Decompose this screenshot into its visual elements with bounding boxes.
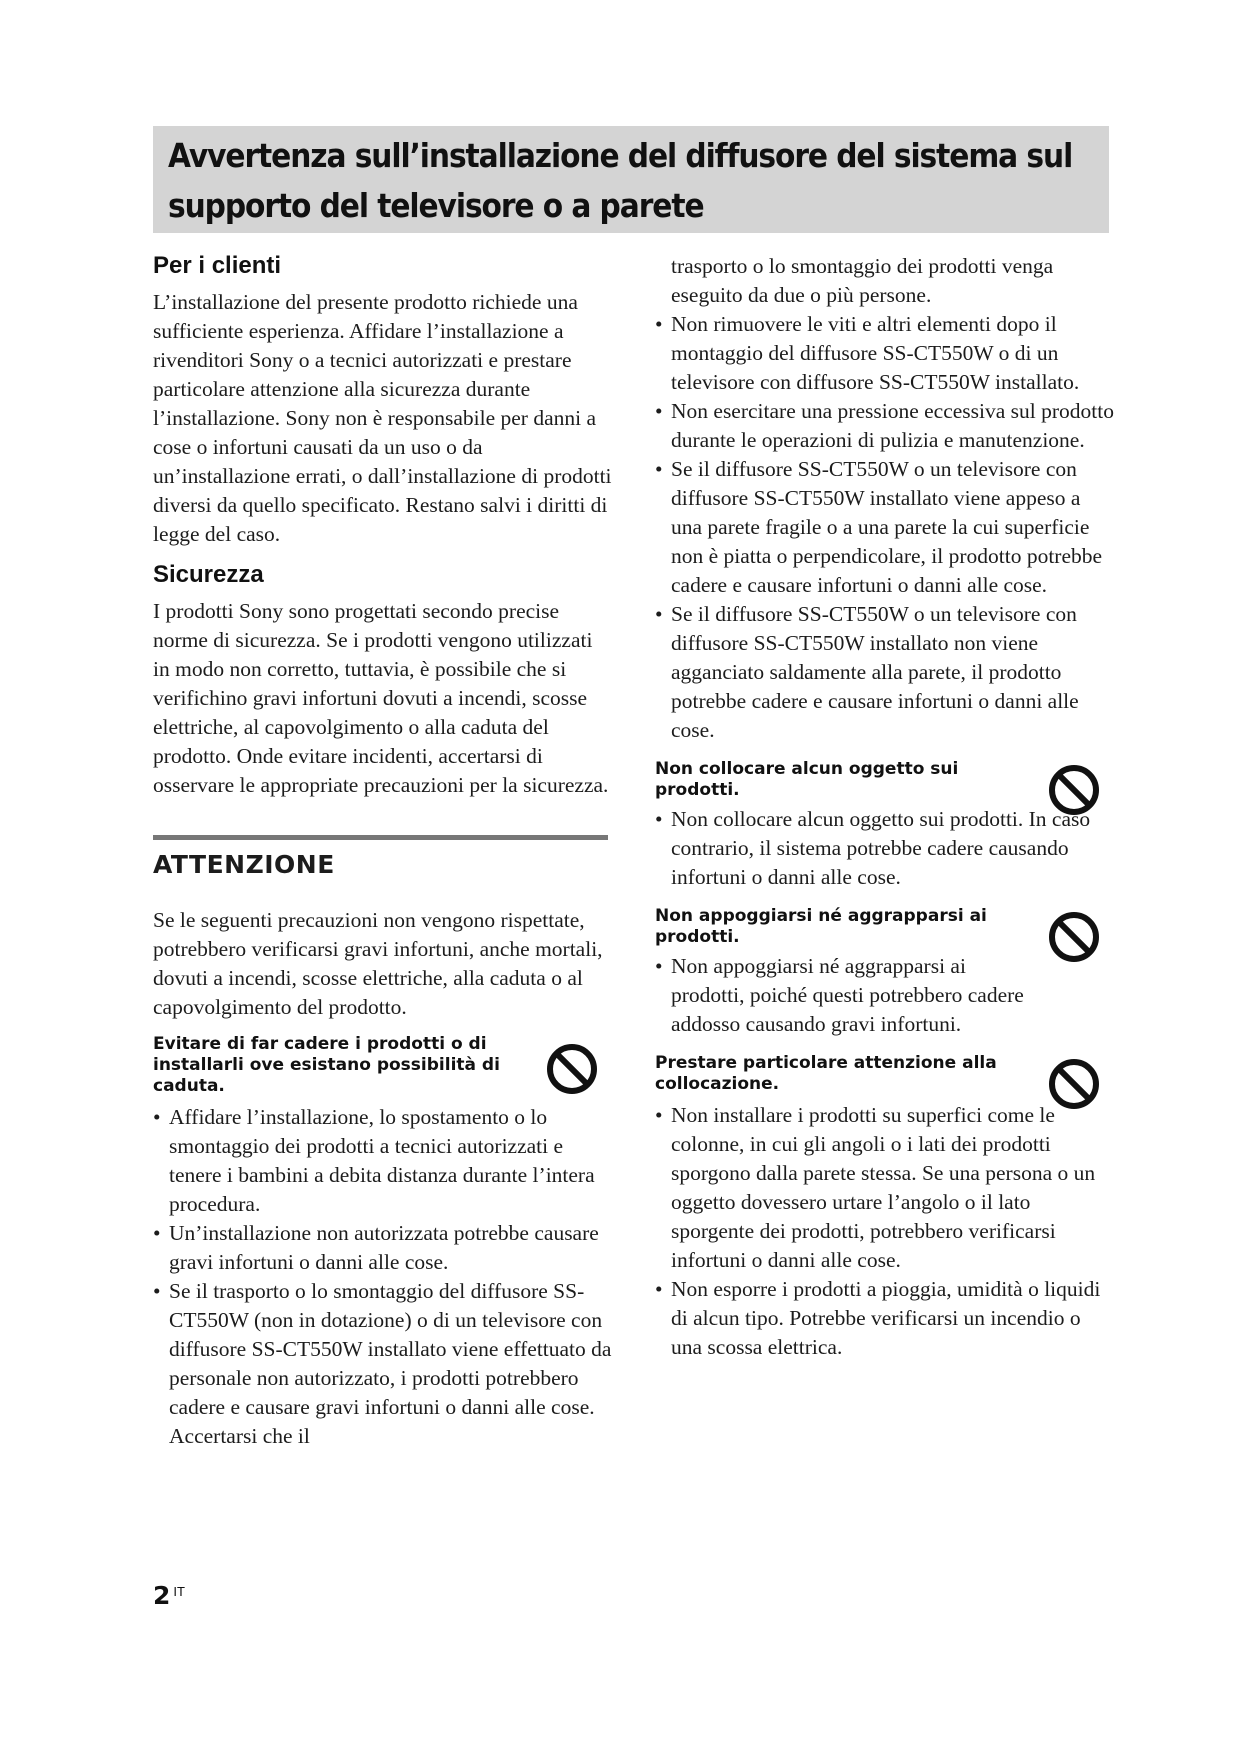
page-footer (153, 1581, 185, 1610)
title-line-2: supporto del televisore o a parete (168, 186, 704, 225)
evitare-subhead: Evitare di far cadere i prodotti o di installarli ove esistano possibilità di caduta. (153, 1034, 500, 1096)
section-heading-sicurezza: Sicurezza (153, 561, 264, 588)
page-number: 2 (153, 1581, 171, 1610)
right-column (655, 252, 1115, 1362)
list-item: • Non esercitare una pressione eccessiva sul prodotto durante le operazioni di pulizia e manutenzione. (655, 397, 1115, 455)
language-code: IT (173, 1584, 185, 1599)
list-item: • Se il trasporto o lo smontaggio del diffusore SS-CT550W (non in dotazione) o di un televisore con diffusore SS-CT550W installato viene effettuato da personale non autorizzato, i prodotti potrebbero cadere e causare gravi infortuni o danni alle cose. Accertarsi che il (153, 1277, 613, 1451)
precautions-list (655, 310, 1115, 745)
appoggiarsi-list (655, 952, 1035, 1039)
section-heading-attenzione: ATTENZIONE (153, 850, 335, 879)
page-title (168, 131, 1104, 231)
title-banner (153, 126, 1109, 233)
collocare-block (655, 759, 1115, 801)
appoggiarsi-block (655, 906, 1115, 948)
prestare-subhead: Prestare particolare attenzione alla collocazione. (655, 1053, 997, 1094)
list-item: • Non rimuovere le viti e altri elementi dopo il montaggio del diffusore SS-CT550W o di un televisore con diffusore SS-CT550W installato. (655, 310, 1115, 397)
attenzione-paragraph: Se le seguenti precauzioni non vengono rispettate, potrebbero verificarsi gravi infortuni, anche mortali, dovuti a incendi, scosse elettriche, alla caduta o al capovolgimento del prodotto. (153, 908, 603, 1019)
prohibition-icon (545, 1042, 599, 1096)
list-item: • Se il diffusore SS-CT550W o un televisore con diffusore SS-CT550W installato non viene agganciato saldamente alla parete, il prodotto potrebbe cadere e causare infortuni o danni alle cose. (655, 600, 1115, 745)
list-item: • Non installare i prodotti su superfici come le colonne, in cui gli angoli o i lati dei prodotti sporgono dalla parete stessa. Se una persona o un oggetto dovessero urtare l’angolo o il lato sporgente dei prodotti, potrebbero verificarsi infortuni o danni alle cose. (655, 1101, 1115, 1275)
list-item: • Affidare l’installazione, lo spostamento o lo smontaggio dei prodotti a tecnici autorizzati e tenere i bambini a debita distanza durante l’intera procedura. (153, 1103, 613, 1219)
prestare-block (655, 1053, 1115, 1095)
evitare-block (153, 1034, 613, 1097)
collocare-list (655, 805, 1115, 892)
clienti-paragraph: L’installazione del presente prodotto richiede una sufficiente esperienza. Affidare l’installazione a rivenditori Sony o a tecnici autorizzati e prestare particolare attenzione alla sicurezza durante l’installazione. Sony non è responsabile per danni a cose o infortuni causati da un uso o da un’installazione errati, o dall’installazione di prodotti diversi da quello specificato. Restano salvi i diritti di legge del caso. (153, 290, 612, 546)
sicurezza-paragraph: I prodotti Sony sono progettati secondo precise norme di sicurezza. Se i prodotti vengono utilizzati in modo non corretto, tuttavia, è possibile che si verifichino gravi infortuni dovuti a incendi, scosse elettriche, al capovolgimento o alla caduta del prodotto. Onde evitare incidenti, accertarsi di osservare le appropriate precauzioni per la sicurezza. (153, 599, 609, 797)
list-item: • Non appoggiarsi né aggrapparsi ai prodotti, poiché questi potrebbero cadere addosso causando gravi infortuni. (655, 952, 1035, 1039)
continued-paragraph: trasporto o lo smontaggio dei prodotti venga eseguito da due o più persone. (671, 254, 1054, 307)
evitare-list (153, 1103, 613, 1451)
section-divider (153, 835, 608, 840)
list-item: • Non esporre i prodotti a pioggia, umidità o liquidi di alcun tipo. Potrebbe verificarsi un incendio o una scossa elettrica. (655, 1275, 1115, 1362)
section-heading-clienti: Per i clienti (153, 252, 282, 279)
prestare-list (655, 1101, 1115, 1362)
prohibition-icon (1047, 910, 1101, 964)
appoggiarsi-subhead: Non appoggiarsi né aggrapparsi ai prodotti. (655, 906, 987, 947)
title-line-1: Avvertenza sull’installazione del diffusore del sistema sul (168, 136, 1073, 175)
left-column (153, 250, 613, 1451)
list-item: • Se il diffusore SS-CT550W o un televisore con diffusore SS-CT550W installato viene appeso a una parete fragile o a una parete la cui superficie non è piatta o perpendicolare, il prodotto potrebbe cadere e causare infortuni o danni alle cose. (655, 455, 1115, 600)
list-item: • Un’installazione non autorizzata potrebbe causare gravi infortuni o danni alle cose. (153, 1219, 613, 1277)
list-item: • Non collocare alcun oggetto sui prodotti. In caso contrario, il sistema potrebbe cadere causando infortuni o danni alle cose. (655, 805, 1115, 892)
collocare-subhead: Non collocare alcun oggetto sui prodotti. (655, 759, 959, 800)
